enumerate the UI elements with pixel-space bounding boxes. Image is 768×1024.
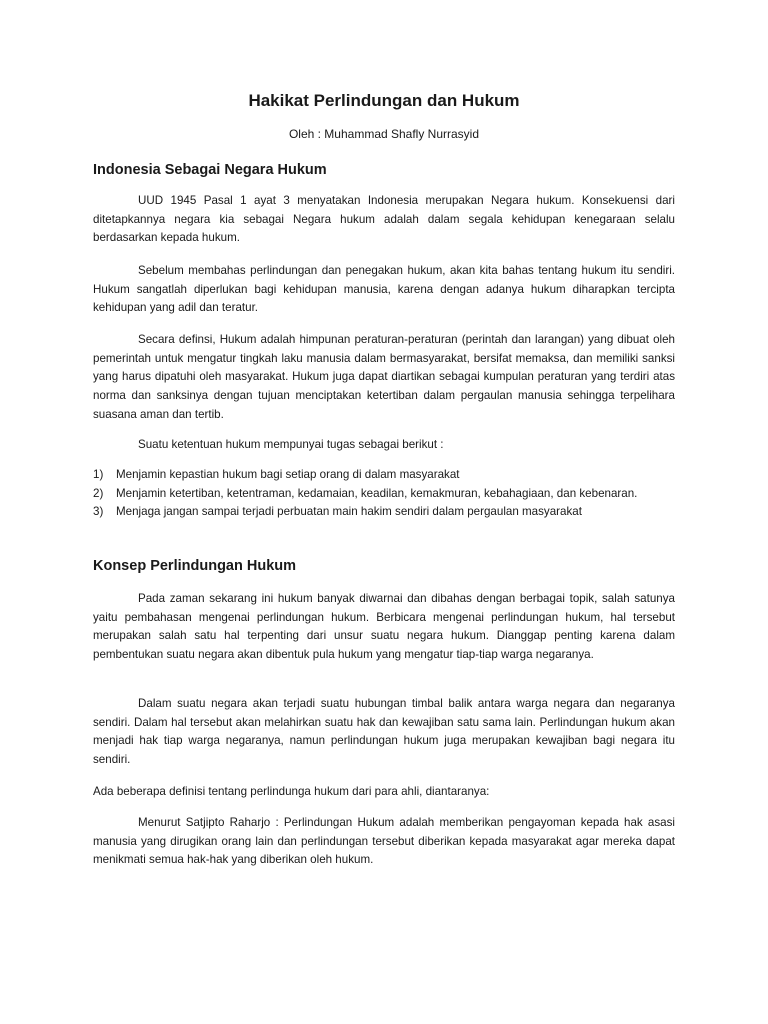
paragraph: UUD 1945 Pasal 1 ayat 3 menyatakan Indonesia merupakan Negara hukum. Konsekuensi dari ditetapkannya negara kia sebagai Negara hukum adalah dalam segala kehidupan kenegaraan selalu berdasarkan kepada hukum. [93,194,675,245]
list-item-text: Menjamin kepastian hukum bagi setiap orang di dalam masyarakat [116,468,460,481]
document-title: Hakikat Perlindungan dan Hukum [248,91,520,110]
list-item-text: Menjamin ketertiban, ketentraman, kedamaian, keadilan, kemakmuran, kebahagiaan, dan kebenaran. [116,486,638,500]
list-item-number: 1) [93,468,104,481]
list-item-number: 3) [93,505,104,519]
list-item [93,485,675,504]
document-author: Oleh : Muhammad Shafly Nurrasyid [288,127,480,141]
paragraph: Sebelum membahas perlindungan dan penegakan hukum, akan kita bahas tentang hukum itu sendiri. Hukum sangatlah diperlukan bagi kehidupan manusia, karena dengan adanya hukum diharapkan tercipta kehidupan yang adil dan teratur. [93,264,675,315]
list-item [93,466,675,485]
paragraph: Suatu ketentuan hukum mempunyai tugas sebagai berikut : [138,438,444,451]
paragraph: Secara definsi, Hukum adalah himpunan peraturan-peraturan (perintah dan larangan) yang dibuat oleh pemerintah untuk mengatur tingkah laku manusia dalam bermasyarakat, bersifat memaksa, dan memiliki sanksi yang harus dipatuhi oleh masyarakat. Hukum juga dapat diartikan sebagai kumpulan peraturan yang terdiri atas norma dan sanksinya dengan tujuan menciptakan ketertiban dalam pergaulan manusia sehingga terpelihara suasana aman dan tertib. [93,333,675,421]
list-item-text: Menjaga jangan sampai terjadi perbuatan main hakim sendiri dalam pergaulan masyarakat [116,505,582,519]
list-item [93,503,675,522]
section-heading-perlindungan-hukum: Konsep Perlindungan Hukum [93,558,297,574]
paragraph: Ada beberapa definisi tentang perlindunga hukum dari para ahli, diantaranya: [93,785,490,798]
paragraph: Pada zaman sekarang ini hukum banyak diwarnai dan dibahas dengan berbagai topik, salah satunya yaitu pembahasan mengenai perlindungan hukum. Berbicara mengenai perlindungan hukum, hal tersebut merupakan salah satu hal terpenting dari unsur suatu negara hukum. Dianggap penting karena dalam pembentukan suatu negara akan dibentuk pula hukum yang mengatur tiap-tiap warga negaranya. [93,592,675,662]
task-list [93,466,675,522]
paragraph: Dalam suatu negara akan terjadi suatu hubungan timbal balik antara warga negara dan negaranya sendiri. Dalam hal tersebut akan melahirkan suatu hak dan kewajiban satu sama lain. Perlindungan hukum akan menjadi hak tiap warga negaranya, namun perlindungan hukum juga merupakan kewajiban bagi negara itu sendiri. [93,697,675,767]
list-item-number: 2) [93,486,104,500]
section-heading-negara-hukum: Indonesia Sebagai Negara Hukum [93,162,327,178]
paragraph: Menurut Satjipto Raharjo : Perlindungan Hukum adalah memberikan pengayoman kepada hak asasi manusia yang dirugikan orang lain dan perlindungan tersebut diberikan kepada masyarakat agar mereka dapat menikmati semua hak-hak yang diberikan oleh hukum. [93,816,675,867]
